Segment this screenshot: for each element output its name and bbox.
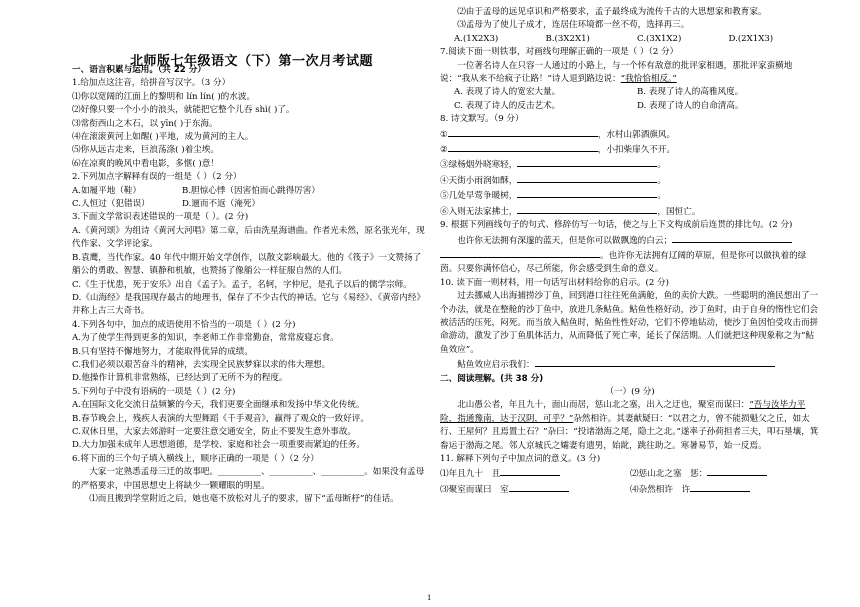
option-a: A. 表现了诗人的宽宏大量。 bbox=[454, 87, 561, 98]
question-5-option-b: B.春节晚会上，残疾人表演的大型舞蹈《千手观音》，赢得了观众的一致好评。 bbox=[72, 413, 369, 424]
underlined-sentence: “吾与汝毕力平险，指通豫南，达于汉阴，可乎？” bbox=[440, 400, 806, 424]
answer-blank[interactable] bbox=[509, 482, 569, 492]
q11-item: ⑵惩山北之塞 惩： bbox=[630, 466, 820, 481]
option-d: D.逦而不返（淹死） bbox=[182, 199, 261, 210]
question-7-options bbox=[440, 86, 820, 99]
option-a: A.(1X2X3) bbox=[454, 33, 499, 44]
recite-line-4: ④天街小雨润如酥， 。 bbox=[440, 173, 820, 188]
question-9-text-2: 。也许你无法拥有辽阔的草原，但是你可以做执着的绿茵。只要你满怀信心，尽己所能，你会感受到生命的意义。 bbox=[440, 248, 820, 277]
option-c: C.人恒过（犯错误） bbox=[72, 199, 150, 210]
question-1: 1.给加点这注音，给拼音写汉字。（3 分） bbox=[72, 78, 231, 89]
question-3-option-b: B.袁鹰，当代作家。40 年代中期开始文学创作，以散文影响最大。他的《筏子》一文赞扬了艄公的勇敢、智慧、镇静和机敏，也赞扬了像艄公一样征服自然的人们。 bbox=[72, 252, 422, 277]
question-4-option-c: C.我们必须以艰苦奋斗的精神，去实现全民族梦寐以求的伟大理想。 bbox=[72, 359, 331, 370]
question-1-item: ⑸你从远古走来，巨浪荡涤( )着尘埃。 bbox=[72, 145, 219, 156]
question-3-option-d: D.《山海经》是我国现存最古的地理书，保存了不少古代的神话。它与《易经》、《黄帝内经》并称上古三大奇书。 bbox=[72, 292, 426, 317]
answer-blank[interactable] bbox=[517, 157, 657, 167]
answer-blank[interactable] bbox=[517, 173, 657, 183]
option-a: A.如履平地（鞋） bbox=[72, 185, 142, 196]
question-6-options bbox=[440, 33, 820, 46]
q11-item: ⑴年且九十 且 bbox=[440, 466, 630, 481]
option-b: B. 表现了诗人的高雅风度。 bbox=[637, 87, 744, 98]
question-1-item: ⑵好像只要一个小小的浪头，就能把它整个儿吞 shì( )了。 bbox=[72, 105, 295, 116]
option-d: D. 表现了诗人的自命清高。 bbox=[637, 100, 744, 111]
answer-blank[interactable] bbox=[707, 466, 767, 476]
answer-blank[interactable] bbox=[517, 204, 657, 214]
question-2-options bbox=[72, 198, 427, 211]
question-11: 11. 解释下列句子中加点词的意义。(3 分) bbox=[440, 454, 601, 464]
question-9-text: 也许你无法拥有深邃的蓝天，但是你可以做飘逸的白云； bbox=[440, 233, 820, 248]
question-10-text: 过去挪威人出海捕捞沙丁鱼，回到港口往往死鱼满舱，鱼的卖价大跌。一些聪明的渔民想出了一个办法，就是在整舱的沙丁鱼中，放进几条鲇鱼。鲇鱼性格好动，沙丁鱼时，由于自身的惰性它们会被活活的压死，闷死。而当放入鲇鱼时，鲇鱼性性好动，它们不停地钻动，使沙丁鱼因怕受攻击而拼命游动，激发了沙丁鱼肌体活力，从而降低了死亡率，延长了保活期。人们就把这种现象称之为“鲇鱼效应”。 bbox=[440, 291, 819, 355]
question-5-option-a: A.在国际文化交流日益频繁的今天，我们更要全面继承和发扬中华文化传统。 bbox=[72, 400, 365, 411]
question-1-item: ⑷在滚滚黄河上如醒( )平地，成为黄河的主人。 bbox=[72, 132, 254, 143]
recite-line-3: ③绿杨烟外晓寒轻， 。 bbox=[440, 157, 820, 172]
section-heading: 二、阅读理解。(共 38 分) bbox=[440, 373, 544, 384]
question-9: 9. 根据下列画线句子的句式、修辞仿写一句话，使之与上下文构成前后连贯的排比句。(2 分) bbox=[440, 220, 793, 231]
question-8: 8. 诗文默写。（9 分） bbox=[440, 114, 524, 125]
question-5: 5.下列句子中没有语病的一项是（ ）(2 分) bbox=[72, 386, 236, 397]
answer-blank[interactable] bbox=[448, 142, 598, 152]
question-1-item: ⑹在凉爽的晚风中看电影，多惬( )意！ bbox=[72, 158, 219, 169]
answer-blank[interactable] bbox=[517, 188, 657, 198]
question-6-text: 大家一定熟悉孟母三迁的故事吧。__________、__________、__________。如果没有孟母的严格要求，中国思想史上将缺少一颗耀眼的明星。 bbox=[72, 467, 425, 491]
question-6-sentence-1: ⑴而且搬到学堂附近之后，她也毫不放松对儿子的要求，留下“孟母断杼”的佳话。 bbox=[89, 494, 399, 504]
subsection-heading: （一）(9 分) bbox=[605, 386, 655, 397]
left-column bbox=[72, 64, 427, 506]
question-2-options bbox=[72, 185, 427, 198]
question-4-option-b: B.只有坚持不懈地努力，才能取得优异的成绩。 bbox=[72, 346, 253, 357]
question-4: 4.下列各句中，加点的成语使用不恰当的一项是（ ）(2 分) bbox=[72, 319, 296, 330]
q11-item: ⑶聚室而谋曰 室 bbox=[440, 482, 630, 497]
question-2: 2.下列加点字解释有误的一组是（ ）（2 分） bbox=[72, 172, 242, 183]
right-column bbox=[440, 6, 820, 497]
answer-blank[interactable] bbox=[690, 482, 750, 492]
option-c: C. 表现了诗人的反击艺术。 bbox=[454, 100, 561, 111]
question-3: 3.下面文学常识表述错误的一项是（ ）。(2 分) bbox=[72, 212, 249, 223]
question-7: 7.阅读下面一则铁事，对画线句理解正确的一项是（ ）（2 分） bbox=[440, 47, 679, 58]
answer-blank[interactable] bbox=[440, 248, 600, 258]
recite-line-5: ⑤几处早莺争暖树， 。 bbox=[440, 188, 820, 203]
question-5-option-c: C.双休日里，大家去郊游时一定要注意交通安全，防止不要发生意外事故。 bbox=[72, 426, 357, 437]
question-6-sentence-2: ⑵由于孟母的远见卓识和严格要求，孟子最终成为流传千古的大思想家和教育家。 bbox=[457, 7, 767, 17]
option-c: C.(3X1X2) bbox=[637, 33, 682, 44]
question-7-text bbox=[440, 60, 820, 87]
q11-item: ⑷杂然相许 许 bbox=[630, 482, 820, 497]
recite-line-6: ⑥入则无法家拂士， ，国恒亡。 bbox=[440, 204, 820, 219]
question-3-option-a: A.《黄河颂》为组诗《黄河大河唱》第二章，后由洗星海谱曲。作者光未然，原名张光年，现代作家、文学评论家。 bbox=[72, 225, 425, 250]
option-d: D.(2X1X3) bbox=[728, 33, 774, 44]
question-1-item: ⑶常衔西山之木石，以 yīn( )于东海。 bbox=[72, 118, 218, 129]
question-4-option-d: D.他操作计算机非常熟练，已经达到了无所不为的程度。 bbox=[72, 373, 288, 384]
question-5-option-d: D.大力加强未成年人思想道德，是学校、家庭和社会一项重要而紧迫的任务。 bbox=[72, 440, 365, 451]
page-title: 北师版七年级语文（下）第一次月考试题 bbox=[130, 54, 374, 69]
question-11-items bbox=[440, 482, 820, 497]
question-1-item: ⑴你以宽阔的江面上的黎明和 lín lín( )的水波。 bbox=[72, 91, 256, 102]
question-6-sentence-3: ⑶孟母为了使儿子成才，连居住环境都一丝不苟，选择再三。 bbox=[457, 20, 690, 31]
recite-line-1: ① ，水村山郭酒旗风。 bbox=[440, 127, 820, 142]
question-4-option-a: A.为了使学生得到更多的知识，李老师工作非常勤奋，常常废寝忘食。 bbox=[72, 333, 339, 344]
option-b: B.(3X2X1) bbox=[545, 33, 590, 44]
page-number: 1 bbox=[427, 594, 432, 602]
option-b: B.胆惊心悸（因害怕而心跳得厉害） bbox=[182, 185, 320, 196]
answer-blank[interactable] bbox=[448, 127, 598, 137]
recite-line-2: ② ，小扣柴扉久不开。 bbox=[440, 142, 820, 157]
section-heading: 一、语言积累与运用。（共 22 分） bbox=[72, 65, 206, 75]
question-10: 10. 读下面一则材料，用一句话写出材料给你的启示。(2 分) bbox=[440, 277, 669, 288]
question-3-option-c: C.《生于忧患，死于安乐》出自《孟子》。孟子，名轲，字仲尼，是孔子以后的儒学宗师。 bbox=[72, 279, 412, 290]
question-11-items bbox=[440, 466, 820, 481]
answer-blank[interactable] bbox=[500, 466, 560, 476]
reading-passage: 北山愚公者，年且九十，面山而居，惩山北之塞，出入之迂也，聚室而谋曰：“吾与汝毕力平险，指通豫南，达于汉阴，可乎？”杂然相许。其妻献疑曰：“以君之力，曾不能损魁父之丘，如太行、王屋何？且焉置土石？”杂曰：“投诸渤海之尾，隐土之北。”遂率子孙荷担者三夫，叩石垦壤，箕畚运于渤海之尾。邻人京城氏之孀妻有遗男，始龀，跳往助之。寒暑易节，始一反焉。 bbox=[440, 400, 819, 451]
answer-blank[interactable] bbox=[535, 357, 775, 367]
question-7-options bbox=[440, 100, 820, 113]
question-7-body: 一位著名诗人在只容一人通过的小路上，与一个怀有敌意的批评家相遇，那批评家蛮横地说：“我从来不给疯子让路！”诗人退到路边说： bbox=[440, 60, 793, 85]
question-10-prompt: 鲇鱼效应启示我们： bbox=[440, 357, 820, 372]
question-6: 6.将下面的三个句子填入横线上，顺序正确的一项是（ ）（2 分） bbox=[72, 453, 319, 464]
underlined-sentence: “我恰恰相反。” bbox=[620, 74, 677, 85]
answer-blank[interactable] bbox=[672, 233, 792, 243]
